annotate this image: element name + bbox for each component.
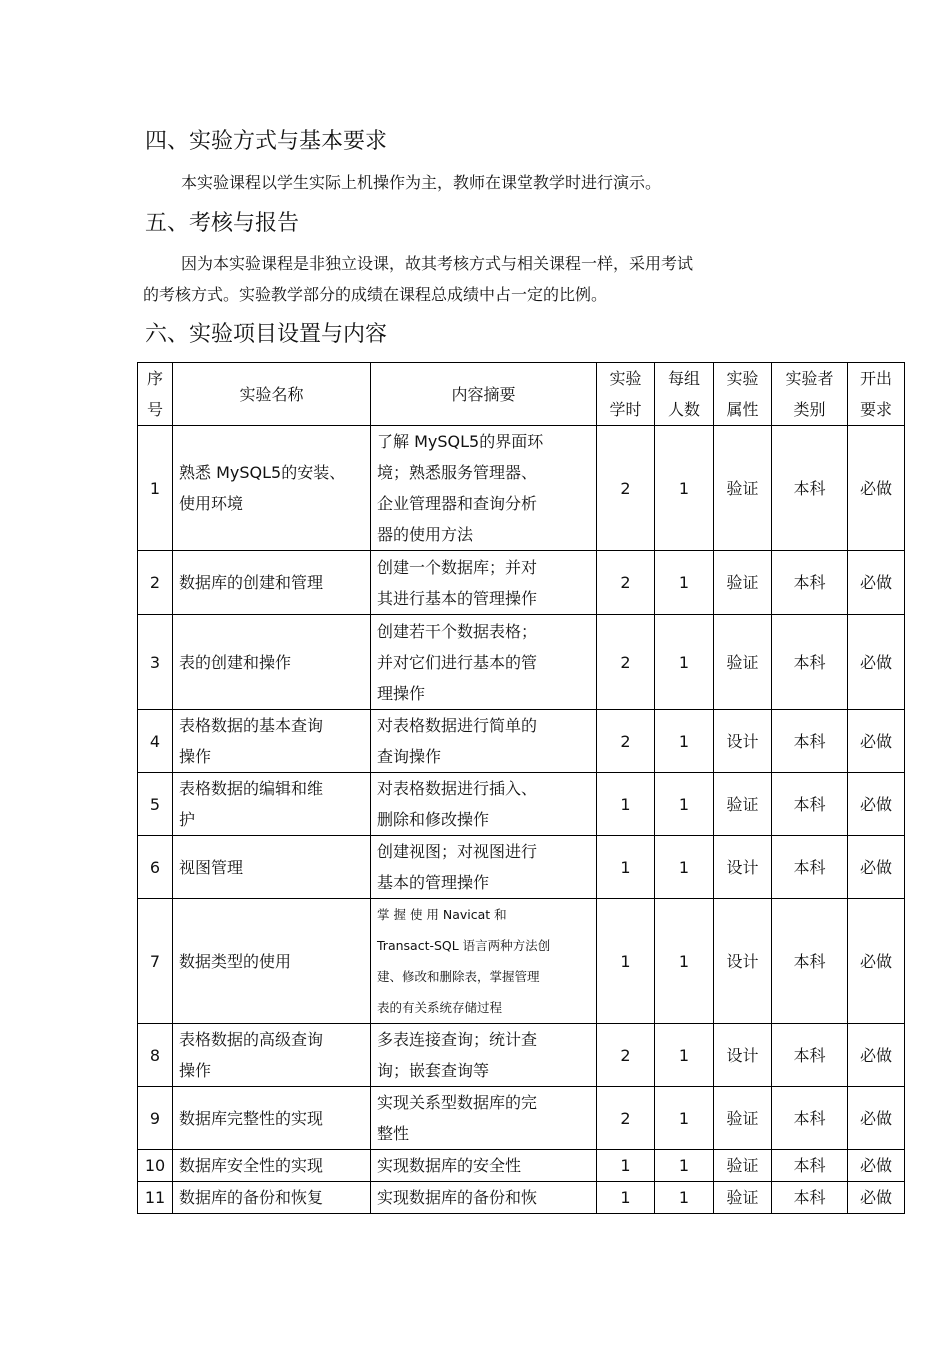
cell-summary: 创建视图；对视图进行 基本的管理操作 bbox=[371, 836, 597, 899]
cell-attribute: 验证 bbox=[714, 1150, 772, 1182]
cell-seq: 11 bbox=[138, 1182, 173, 1214]
cell-group-size: 1 bbox=[655, 710, 714, 773]
header-level: 实验者 类别 bbox=[772, 363, 848, 426]
cell-attribute: 验证 bbox=[714, 1087, 772, 1150]
header-seq: 序 号 bbox=[138, 363, 173, 426]
cell-seq: 8 bbox=[138, 1024, 173, 1087]
cell-hours: 1 bbox=[597, 1182, 655, 1214]
cell-summary: 了解 MySQL5的界面环 境；熟悉服务管理器、 企业管理器和查询分析 器的使用方法 bbox=[371, 426, 597, 551]
table-row bbox=[138, 551, 905, 615]
section-4-heading: 四、实验方式与基本要求 bbox=[145, 129, 388, 154]
cell-hours: 2 bbox=[597, 426, 655, 551]
cell-name: 表格数据的高级查询 操作 bbox=[173, 1024, 371, 1087]
cell-requirement: 必做 bbox=[848, 836, 905, 899]
header-summary: 内容摘要 bbox=[371, 363, 597, 426]
cell-attribute: 验证 bbox=[714, 773, 772, 836]
cell-attribute: 设计 bbox=[714, 710, 772, 773]
cell-seq: 10 bbox=[138, 1150, 173, 1182]
cell-hours: 2 bbox=[597, 1024, 655, 1087]
cell-group-size: 1 bbox=[655, 836, 714, 899]
cell-level: 本科 bbox=[772, 1024, 848, 1087]
cell-hours: 1 bbox=[597, 773, 655, 836]
cell-name: 表格数据的编辑和维 护 bbox=[173, 773, 371, 836]
cell-requirement: 必做 bbox=[848, 899, 905, 1024]
cell-hours: 1 bbox=[597, 1150, 655, 1182]
cell-level: 本科 bbox=[772, 426, 848, 551]
cell-hours: 2 bbox=[597, 1087, 655, 1150]
cell-level: 本科 bbox=[772, 773, 848, 836]
header-requirement: 开出 要求 bbox=[848, 363, 905, 426]
section-6-heading: 六、实验项目设置与内容 bbox=[145, 322, 388, 347]
cell-requirement: 必做 bbox=[848, 426, 905, 551]
cell-seq: 9 bbox=[138, 1087, 173, 1150]
cell-seq: 1 bbox=[138, 426, 173, 551]
cell-summary: 创建一个数据库；并对 其进行基本的管理操作 bbox=[371, 551, 597, 615]
cell-level: 本科 bbox=[772, 899, 848, 1024]
cell-seq: 4 bbox=[138, 710, 173, 773]
table-row bbox=[138, 615, 905, 710]
header-hours: 实验 学时 bbox=[597, 363, 655, 426]
cell-name: 数据库完整性的实现 bbox=[173, 1087, 371, 1150]
cell-summary: 对表格数据进行简单的 查询操作 bbox=[371, 710, 597, 773]
cell-name: 表的创建和操作 bbox=[173, 615, 371, 710]
cell-name: 数据库的创建和管理 bbox=[173, 551, 371, 615]
cell-attribute: 设计 bbox=[714, 1024, 772, 1087]
cell-requirement: 必做 bbox=[848, 710, 905, 773]
table-row bbox=[138, 1150, 905, 1182]
header-attribute: 实验 属性 bbox=[714, 363, 772, 426]
cell-name: 数据库安全性的实现 bbox=[173, 1150, 371, 1182]
cell-attribute: 设计 bbox=[714, 836, 772, 899]
cell-attribute: 验证 bbox=[714, 1182, 772, 1214]
table-header-row bbox=[138, 363, 905, 426]
header-group-size: 每组 人数 bbox=[655, 363, 714, 426]
table-row bbox=[138, 1182, 905, 1214]
cell-name: 数据类型的使用 bbox=[173, 899, 371, 1024]
cell-hours: 2 bbox=[597, 615, 655, 710]
cell-hours: 1 bbox=[597, 899, 655, 1024]
cell-seq: 7 bbox=[138, 899, 173, 1024]
cell-level: 本科 bbox=[772, 551, 848, 615]
section-4-body: 本实验课程以学生实际上机操作为主，教师在课堂教学时进行演示。 bbox=[181, 173, 662, 192]
cell-attribute: 验证 bbox=[714, 426, 772, 551]
header-name: 实验名称 bbox=[173, 363, 371, 426]
cell-level: 本科 bbox=[772, 836, 848, 899]
cell-group-size: 1 bbox=[655, 1182, 714, 1214]
cell-group-size: 1 bbox=[655, 426, 714, 551]
cell-hours: 2 bbox=[597, 551, 655, 615]
cell-requirement: 必做 bbox=[848, 1182, 905, 1214]
cell-seq: 5 bbox=[138, 773, 173, 836]
cell-group-size: 1 bbox=[655, 615, 714, 710]
section-5-body-line1: 因为本实验课程是非独立设课，故其考核方式与相关课程一样，采用考试 bbox=[181, 254, 694, 273]
cell-attribute: 验证 bbox=[714, 551, 772, 615]
cell-requirement: 必做 bbox=[848, 1150, 905, 1182]
table-row bbox=[138, 1087, 905, 1150]
cell-summary: 实现关系型数据库的完 整性 bbox=[371, 1087, 597, 1150]
cell-hours: 1 bbox=[597, 836, 655, 899]
cell-requirement: 必做 bbox=[848, 1087, 905, 1150]
table-row bbox=[138, 773, 905, 836]
cell-requirement: 必做 bbox=[848, 615, 905, 710]
cell-attribute: 设计 bbox=[714, 899, 772, 1024]
cell-level: 本科 bbox=[772, 1182, 848, 1214]
table-row bbox=[138, 710, 905, 773]
cell-group-size: 1 bbox=[655, 1150, 714, 1182]
cell-hours: 2 bbox=[597, 710, 655, 773]
cell-level: 本科 bbox=[772, 615, 848, 710]
experiment-table bbox=[137, 362, 905, 1214]
cell-summary: 实现数据库的安全性 bbox=[371, 1150, 597, 1182]
cell-level: 本科 bbox=[772, 1087, 848, 1150]
cell-summary: 创建若干个数据表格； 并对它们进行基本的管 理操作 bbox=[371, 615, 597, 710]
section-5-heading: 五、考核与报告 bbox=[145, 211, 300, 236]
cell-summary: 多表连接查询；统计查 询；嵌套查询等 bbox=[371, 1024, 597, 1087]
table-row bbox=[138, 426, 905, 551]
cell-group-size: 1 bbox=[655, 551, 714, 615]
cell-requirement: 必做 bbox=[848, 773, 905, 836]
cell-name: 表格数据的基本查询 操作 bbox=[173, 710, 371, 773]
cell-level: 本科 bbox=[772, 710, 848, 773]
cell-group-size: 1 bbox=[655, 773, 714, 836]
table-row bbox=[138, 836, 905, 899]
cell-summary: 实现数据库的备份和恢 bbox=[371, 1182, 597, 1214]
cell-requirement: 必做 bbox=[848, 551, 905, 615]
cell-seq: 3 bbox=[138, 615, 173, 710]
cell-summary: 掌 握 使 用 Navicat 和 Transact-SQL 语言两种方法创 建、修改和删除表，掌握管理 表的有关系统存储过程 bbox=[371, 899, 597, 1024]
cell-seq: 2 bbox=[138, 551, 173, 615]
cell-seq: 6 bbox=[138, 836, 173, 899]
cell-group-size: 1 bbox=[655, 1087, 714, 1150]
section-5-body-line2: 的考核方式。实验教学部分的成绩在课程总成绩中占一定的比例。 bbox=[143, 285, 608, 304]
cell-name: 视图管理 bbox=[173, 836, 371, 899]
cell-level: 本科 bbox=[772, 1150, 848, 1182]
table-row bbox=[138, 899, 905, 1024]
cell-name: 数据库的备份和恢复 bbox=[173, 1182, 371, 1214]
cell-attribute: 验证 bbox=[714, 615, 772, 710]
cell-group-size: 1 bbox=[655, 899, 714, 1024]
cell-summary: 对表格数据进行插入、 删除和修改操作 bbox=[371, 773, 597, 836]
table-row bbox=[138, 1024, 905, 1087]
cell-group-size: 1 bbox=[655, 1024, 714, 1087]
cell-requirement: 必做 bbox=[848, 1024, 905, 1087]
cell-name: 熟悉 MySQL5的安装、 使用环境 bbox=[173, 426, 371, 551]
